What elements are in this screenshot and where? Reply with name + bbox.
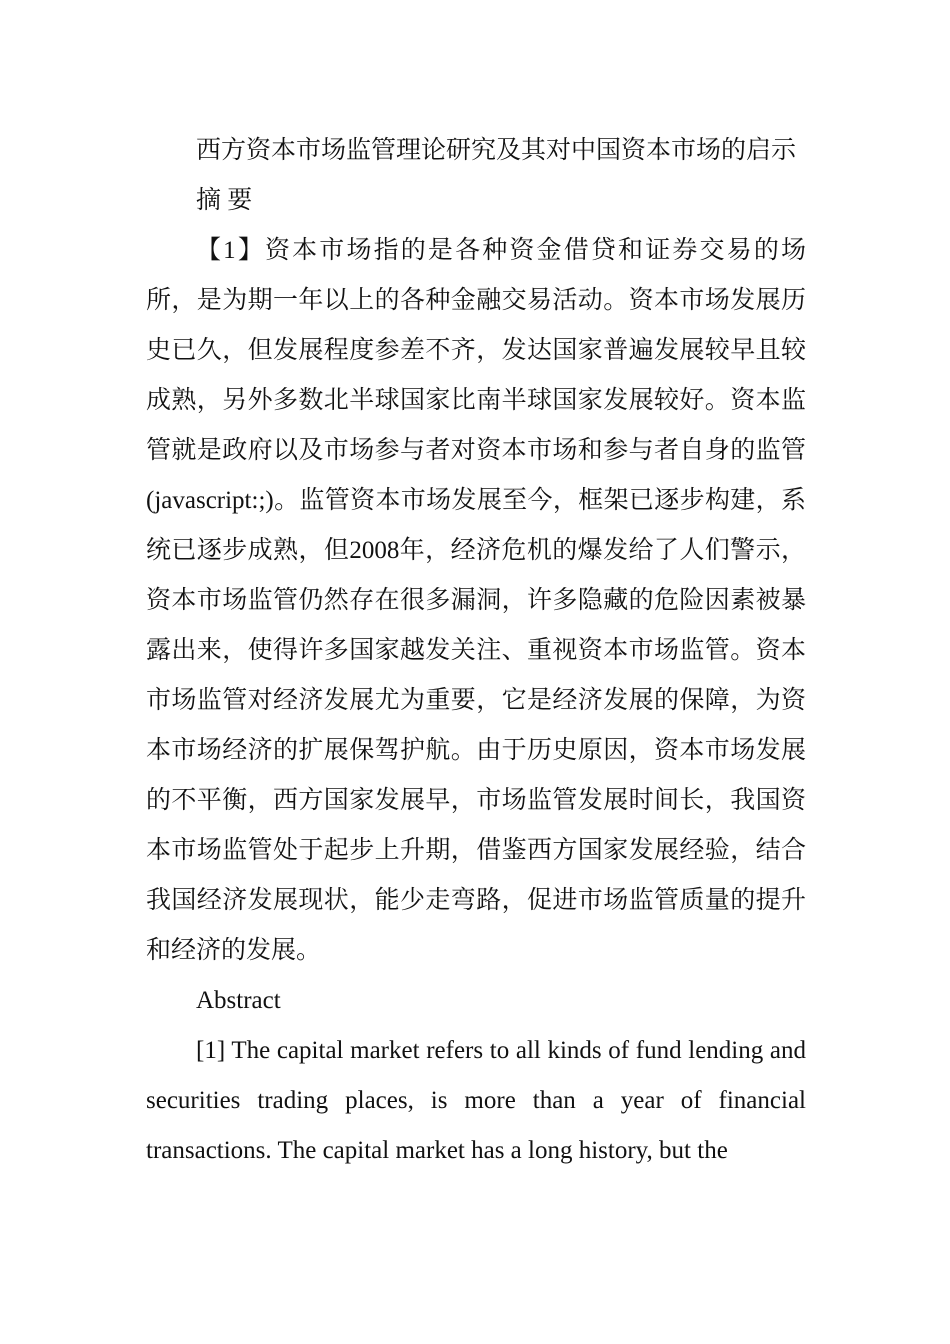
abstract-heading-cn: 摘 要 bbox=[196, 187, 253, 214]
abstract-paragraph-en: [1] The capital market refers to all kinds of fund lending and securities trading places, is more than a year of financial transactions. The capital market has a long history, but the bbox=[146, 1037, 806, 1164]
document-title: 西方资本市场监管理论研究及其对中国资本市场的启示 bbox=[196, 137, 797, 164]
abstract-paragraph-cn: 【1】资本市场指的是各种资金借贷和证券交易的场所，是为期一年以上的各种金融交易活动。资本市场发展历史已久，但发展程度参差不齐，发达国家普遍发展较早且较成熟，另外多数北半球国家比南半球国家发展较好。资本监管就是政府以及市场参与者对资本市场和参与者自身的监管 (javascript:;)。监管资本市场发展至今，框架已逐步构建，系统已逐步成熟，但2008年，经济危机的爆发给了人们警示，资本市场监管仍然存在很多漏洞，许多隐藏的危险因素被暴露出来，使得许多国家越发关注、重视资本市场监管。资本市场监管对经济发展尤为重要，它是经济发展的保障，为资本市场经济的扩展保驾护航。由于历史原因，资本市场发展的不平衡，西方国家发展早，市场监管发展时间长，我国资本市场监管处于起步上升期，借鉴西方国家发展经验，结合我国经济发展现状，能少走弯路，促进市场监管质量的提升和经济的发展。 bbox=[146, 237, 806, 964]
document-body bbox=[146, 126, 806, 1176]
abstract-heading-en: Abstract bbox=[196, 987, 281, 1014]
